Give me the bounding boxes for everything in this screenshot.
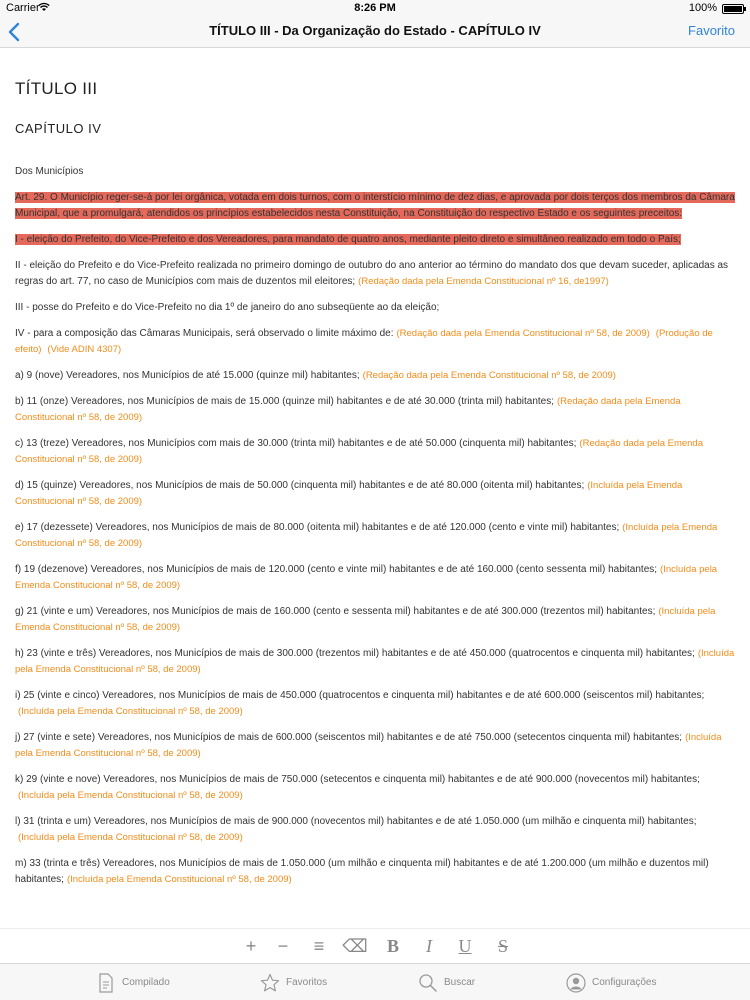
underline-button[interactable]: U [458, 936, 472, 956]
document-content[interactable] [0, 49, 750, 927]
paragraph-text: III - posse do Prefeito e do Vice-Prefeito no dia 1º de janeiro do ano subseqüente ao da eleição; [15, 302, 440, 313]
amendment-note-link[interactable]: (Incluída pela Emenda Constitucional nº 58, de 2009) [15, 522, 718, 549]
amendment-note-link[interactable]: (Redação dada pela Emenda Constitucional nº 58, de 2009) [396, 328, 650, 339]
paragraph-text: c) 13 (treze) Vereadores, nos Municípios com mais de 30.000 (trinta mil) habitantes e de até 50.000 (cinquenta mil) habitantes; [15, 438, 577, 449]
amendment-note-link[interactable]: (Redação dada pela Emenda Constitucional nº 16, de1997) [358, 276, 609, 287]
paragraph-text: h) 23 (vinte e três) Vereadores, nos Municípios de mais de 300.000 (trezentos mil) habitantes e de até 450.000 (quatrocentos e cinquenta mil) habitantes; [15, 648, 695, 659]
star-icon [260, 973, 280, 993]
strikethrough-button[interactable]: S [497, 936, 508, 956]
paragraph-text: f) 19 (dezenove) Vereadores, nos Municípios de mais de 120.000 (cento e vinte mil) habitantes e de até 160.000 (cento sessenta mil) habitantes; [15, 564, 658, 575]
amendment-note-link[interactable]: (Redação dada pela Emenda Constitucional nº 58, de 2009) [362, 370, 616, 381]
article-paragraph [15, 478, 735, 510]
battery-icon [722, 4, 744, 14]
amendment-note-link[interactable]: (Redação dada pela Emenda Constitucional nº 58, de 2009) [15, 396, 681, 423]
amendment-note-link[interactable]: (Produção de efeito) [15, 328, 713, 355]
increase-font-button[interactable]: + [245, 936, 257, 956]
user-icon [566, 973, 586, 993]
paragraph-text: d) 15 (quinze) Vereadores, nos Municípios de mais de 50.000 (cinquenta mil) habitantes e de até 80.000 (oitenta mil) habitantes; [15, 480, 585, 491]
article-paragraph [15, 856, 735, 888]
paragraph-text: k) 29 (vinte e nove) Vereadores, nos Municípios de mais de 750.000 (setecentos e cinquenta mil) habitantes e de até 900.000 (novecentos mil) habitantes; [15, 774, 700, 785]
align-button[interactable]: ≡ [313, 936, 325, 956]
tab-compilado[interactable] [96, 964, 170, 1000]
status-bar [0, 0, 750, 16]
article-paragraph [15, 436, 735, 468]
tab-label: Compilado [122, 977, 170, 988]
italic-button[interactable]: I [426, 936, 432, 956]
article-paragraph [15, 814, 735, 846]
article-paragraph [15, 730, 735, 762]
bold-button[interactable]: B [386, 936, 399, 956]
paragraph-text: b) 11 (onze) Vereadores, nos Municípios de mais de 15.000 (quinze mil) habitantes e de até 30.000 (trinta mil) habitantes; [15, 396, 555, 407]
paragraph-text: g) 21 (vinte e um) Vereadores, nos Municípios de mais de 160.000 (cento e sessenta mil) habitantes e de até 300.000 (trezentos mil) habitantes; [15, 606, 656, 617]
amendment-note-link[interactable]: (Incluída pela Emenda Constitucional nº 58, de 2009) [18, 832, 243, 843]
battery-percent: 100% [688, 2, 717, 14]
document-title: TÍTULO III [15, 79, 98, 98]
document-icon [96, 973, 116, 993]
article-paragraph [15, 190, 735, 222]
paragraph-list [15, 190, 735, 888]
format-toolbar [0, 928, 750, 962]
article-paragraph [15, 368, 735, 384]
tab-label: Configurações [592, 977, 657, 988]
tab-buscar[interactable] [418, 964, 475, 1000]
amendment-note-link[interactable]: (Incluída pela Emenda Constitucional nº 58, de 2009) [18, 790, 243, 801]
amendment-note-link[interactable]: (Vide ADIN 4307) [47, 344, 122, 355]
tab-bar [0, 963, 750, 1000]
article-paragraph [15, 520, 735, 552]
article-paragraph [15, 232, 735, 248]
amendment-note-link[interactable]: (Incluída pela Emenda Constitucional nº 58, de 2009) [18, 706, 243, 717]
paragraph-text: a) 9 (nove) Vereadores, nos Municípios de até 15.000 (quinze mil) habitantes; [15, 370, 360, 381]
paragraph-text: II - eleição do Prefeito e do Vice-Prefeito realizada no primeiro domingo de outubro do ano anterior ao término do mandato dos que devam suceder, aplicadas as regras do art. 77, no caso de Municípios com mais de duzentos mil eleitores; [15, 260, 729, 287]
article-paragraph [15, 562, 735, 594]
amendment-note-link[interactable]: (Incluída pela Emenda Constitucional nº 58, de 2009) [15, 732, 722, 759]
article-paragraph [15, 394, 735, 426]
amendment-note-link[interactable]: (Incluída pela Emenda Constitucional nº 58, de 2009) [66, 874, 292, 885]
tab-favoritos[interactable] [260, 964, 327, 1000]
article-paragraph [15, 646, 735, 678]
article-paragraph [15, 604, 735, 636]
chapter-heading: CAPÍTULO IV [15, 121, 102, 136]
amendment-note-link[interactable]: (Redação dada pela Emenda Constitucional nº 58, de 2009) [15, 438, 703, 465]
article-paragraph [15, 326, 735, 358]
decrease-font-button[interactable]: − [277, 936, 289, 956]
amendment-note-link[interactable]: (Incluída pela Emenda Constitucional nº 58, de 2009) [15, 564, 718, 591]
navigation-bar [0, 16, 750, 48]
paragraph-text: e) 17 (dezessete) Vereadores, nos Municípios de mais de 80.000 (oitenta mil) habitantes e de até 120.000 (cento e vinte mil) habitantes; [15, 522, 620, 533]
eraser-button[interactable]: ⌫ [342, 936, 368, 956]
amendment-note-link[interactable]: (Incluída pela Emenda Constitucional nº 58, de 2009) [15, 480, 683, 507]
clock: 8:26 PM [354, 2, 396, 14]
section-heading: Dos Municípios [15, 166, 84, 177]
paragraph-text: l) 31 (trinta e um) Vereadores, nos Municípios de mais de 900.000 (novecentos mil) habitantes e de até 1.050.000 (um milhão e cinquenta mil) habitantes; [15, 816, 697, 827]
article-paragraph [15, 772, 735, 804]
article-paragraph [15, 258, 735, 290]
tab-label: Favoritos [286, 977, 328, 988]
amendment-note-link[interactable]: (Incluída pela Emenda Constitucional nº 58, de 2009) [15, 606, 716, 633]
article-paragraph [15, 300, 735, 316]
favorite-button[interactable]: Favorito [688, 23, 735, 38]
search-icon [418, 973, 438, 993]
page-title: TÍTULO III - Da Organização do Estado - CAPÍTULO IV [209, 23, 541, 38]
paragraph-text: j) 27 (vinte e sete) Vereadores, nos Municípios de mais de 600.000 (seiscentos mil) habitantes e de até 750.000 (setecentos cinquenta mil) habitantes; [15, 732, 683, 743]
amendment-note-link[interactable]: (Incluída pela Emenda Constitucional nº 58, de 2009) [15, 648, 735, 675]
tab-configuracoes[interactable] [566, 964, 656, 1000]
highlighted-text: Art. 29. O Município reger-se-á por lei orgânica, votada em dois turnos, com o interstício mínimo de dez dias, e aprovada por dois terços dos membros da Câmara Municipal, que a promulgará, atendidos os princípios estabelecidos nesta Constituição, na Constituição do respectivo Estado e os seguintes preceitos: [15, 192, 735, 219]
article-paragraph [15, 688, 735, 720]
paragraph-text: i) 25 (vinte e cinco) Vereadores, nos Municípios de mais de 450.000 (quatrocentos e cinquenta mil) habitantes e de até 600.000 (seiscentos mil) habitantes; [15, 690, 705, 701]
tab-label: Buscar [444, 977, 476, 988]
carrier-label: Carrier [6, 2, 40, 14]
paragraph-text: IV - para a composição das Câmaras Municipais, será observado o limite máximo de: [15, 328, 394, 339]
paragraph-text: m) 33 (trinta e três) Vereadores, nos Municípios de mais de 1.050.000 (um milhão e cinquenta mil) habitantes e de até 1.200.000 (um milhão e duzentos mil) habitantes; [15, 858, 709, 885]
highlighted-text: I - eleição do Prefeito, do Vice-Prefeito e dos Vereadores, para mandato de quatro anos, mediante pleito direto e simultâneo realizado em todo o País; [15, 234, 681, 245]
